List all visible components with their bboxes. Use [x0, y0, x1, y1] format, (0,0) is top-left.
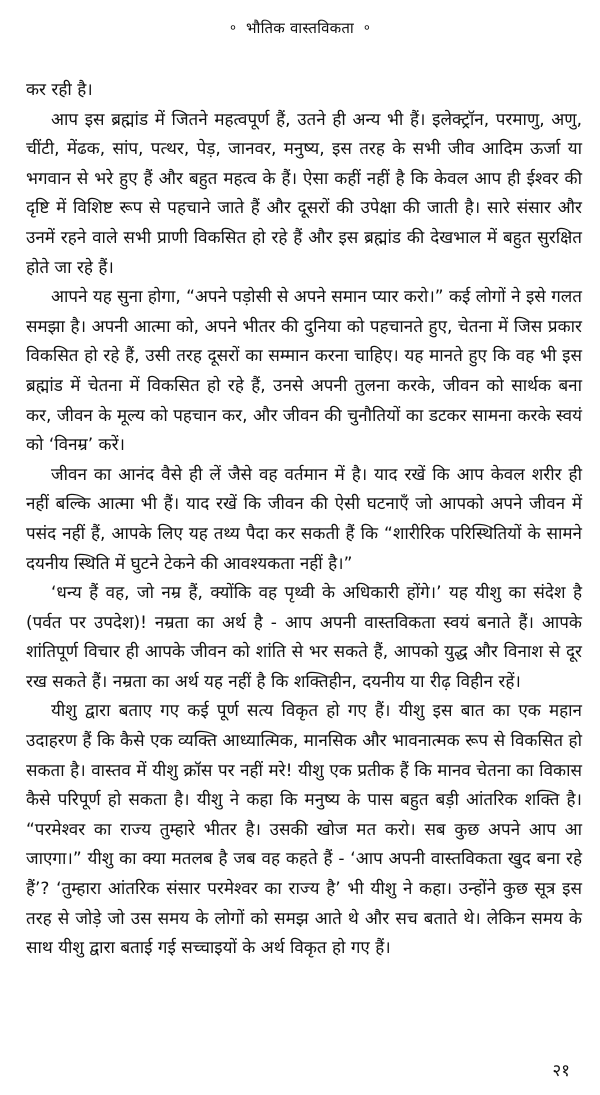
- paragraph: जीवन का आनंद वैसे ही लें जैसे वह वर्तमान में है। याद रखें कि आप केवल शरीर ही नहीं बल्कि आत्मा भी हैं। याद रखें कि जीवन की ऐसी घटनाएँ जो आपको अपने जीवन में पसंद नहीं हैं, आपके लिए यह तथ्य पैदा कर सकती हैं कि “शारीरिक परिस्थितियों के सामने दयनीय स्थिति में घुटने टेकने की आवश्यकता नहीं है।”: [26, 464, 582, 574]
- header-ornament-right: ०: [363, 21, 370, 34]
- paragraph: ‘धन्य हैं वह, जो नम्र हैं, क्योंकि वह पृथ्वी के अधिकारी होंगे।’ यह यीशु का संदेश है (पर्वत पर उपदेश)! नम्रता का अर्थ है - आप अपनी वास्तविकता स्वयं बनाते हैं। आपके शांतिपूर्ण विचार ही आपके जीवन को शांति से भर सकते हैं, आपको युद्ध और विनाश से दूर रख सकते हैं। नम्रता का अर्थ यह नहीं है कि शक्तिहीन, दयनीय या रीढ़ विहीन रहें।: [26, 583, 582, 692]
- running-header: [0, 18, 600, 38]
- header-ornament-left: ०: [230, 21, 237, 34]
- page-number: २१: [552, 1061, 570, 1081]
- paragraph: आप इस ब्रह्मांड में जितने महत्वपूर्ण हैं, उतने ही अन्य भी हैं। इलेक्ट्रॉन, परमाणु, अणु, चींटी, मेंढक, सांप, पत्थर, पेड़, जानवर, मनुष्य, इस तरह के सभी जीव आदिम ऊर्जा या भगवान से भरे हुए हैं और बहुत महत्व के हैं। ऐसा कहीं नहीं है कि केवल आप ही ईश्वर की दृष्टि में विशिष्ट रूप से पहचाने जाते हैं और दूसरों की उपेक्षा की जाती है। सारे संसार और उनमें रहने वाले सभी प्राणी विकसित हो रहे हैं और इस ब्रह्मांड की देखभाल में बहुत सुरक्षित होते जा रहे हैं।: [26, 109, 582, 278]
- paragraph-continuation: कर रही है।: [26, 80, 93, 100]
- header-title: भौतिक वास्तविकता: [246, 19, 354, 37]
- paragraph: आपने यह सुना होगा, “अपने पड़ोसी से अपने समान प्यार करो।” कई लोगों ने इसे गलत समझा है। अपनी आत्मा को, अपने भीतर की दुनिया को पहचानते हुए, चेतना में जिस प्रकार विकसित हो रहे हैं, उसी तरह दूसरों का सम्मान करना चाहिए। यह मानते हुए कि वह भी इस ब्रह्मांड में चेतना में विकसित हो रहे हैं, उनसे अपनी तुलना करके, जीवन को सार्थक बना कर, जीवन के मूल्य को पहचान कर, और जीवन की चुनौतियों का डटकर सामना करके स्वयं को ‘विनम्र’ करें।: [26, 287, 582, 456]
- body-text: [26, 76, 582, 964]
- paragraph: यीशु द्वारा बताए गए कई पूर्ण सत्य विकृत हो गए हैं। यीशु इस बात का एक महान उदाहरण हैं कि कैसे एक व्यक्ति आध्यात्मिक, मानसिक और भावनात्मक रूप से विकसित हो सकता है। वास्तव में यीशु क्रॉस पर नहीं मरे! यीशु एक प्रतीक हैं कि मानव चेतना का विकास कैसे परिपूर्ण हो सकता है। यीशु ने कहा कि मनुष्य के पास बहुत बड़ी आंतरिक शक्ति है। “परमेश्वर का राज्य तुम्हारे भीतर है। उसकी खोज मत करो। सब कुछ अपने आप आ जाएगा।” यीशु का क्या मतलब है जब वह कहते हैं - ‘आप अपनी वास्तविकता खुद बना रहे हैं’? ‘तुम्हारा आंतरिक संसार परमेश्वर का राज्य है’ भी यीशु ने कहा। उन्होंने कुछ सूत्र इस तरह से जोड़े जो उस समय के लोगों को समझ आते थे और सच बताते थे। लेकिन समय के साथ यीशु द्वारा बताई गई सच्चाइयों के अर्थ विकृत हो गए हैं।: [26, 701, 582, 959]
